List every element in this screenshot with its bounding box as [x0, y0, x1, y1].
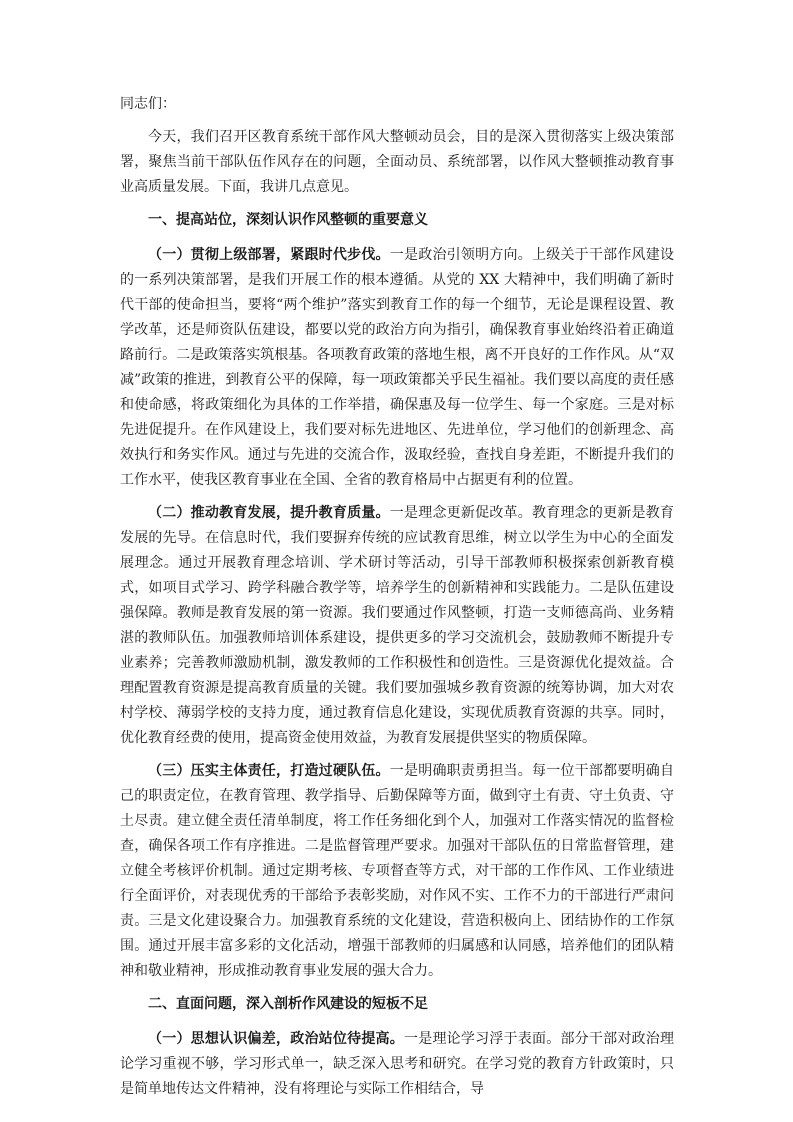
paragraph-1-2: [120, 501, 674, 751]
subheading-1-2: （二）推动教育发展，提升教育质量。: [148, 505, 390, 521]
subheading-2-1: （一）思想认识偏差，政治站位待提高。: [148, 1031, 404, 1047]
intro-paragraph: 今天，我们召开区教育系统干部作风大整顿动员会，目的是深入贯彻落实上级决策部署，聚焦当前干部队伍作风存在的问题，全面动员、系统部署，以作风大整顿推动教育事业高质量发展。下面，我讲几点意见。: [120, 129, 674, 195]
subheading-1-1: （一）贯彻上级部署，紧跟时代步伐。: [148, 247, 390, 263]
section-heading-2: 二、直面问题，深入剖析作风建设的短板不足: [148, 996, 428, 1012]
paragraph-body-1-2: 一是理念更新促改革。教育理念的更新是教育发展的先导。在信息时代，我们要摒弃传统的应试教育思维，树立以学生为中心的全面发展理念。通过开展教育理念培训、学术研讨等活动，引导干部教师积极探索创新教育模式，如项目式学习、跨学科融合教学等，培养学生的创新精神和实践能力。二是队伍建设强保障。教师是教育发展的第一资源。我们要通过作风整顿，打造一支师德高尚、业务精湛的教师队伍。加强教师培训体系建设，提供更多的学习交流机会，鼓励教师不断提升专业素养；完善教师激励机制，激发教师的工作积极性和创造性。三是资源优化提效益。合理配置教育资源是提高教育质量的关键。我们要加强城乡教育资源的统筹协调，加大对农村学校、薄弱学校的支持力度，通过教育信息化建设，实现优质教育资源的共享。同时，优化教育经费的使用，提高资金使用效益，为教育发展提供坚实的物质保障。: [120, 505, 675, 746]
subheading-1-3: （三）压实主体责任，打造过硬队伍。: [148, 763, 390, 779]
paragraph-body-1-3: 一是明确职责勇担当。每一位干部都要明确自己的职责定位，在教育管理、教学指导、后勤保障等方面，做到守土有责、守土负责、守土尽责。建立健全责任清单制度，将工作任务细化到个人，加强对工作落实情况的监督检查，确保各项工作有序推进。二是监督管理严要求。加强对干部队伍的日常监督管理，建立健全考核评价机制。通过定期考核、专项督查等方式，对干部的工作作风、工作业绩进行全面评价，对表现优秀的干部给予表彰奖励，对作风不实、工作不力的干部进行严肃问责。三是文化建设聚合力。加强教育系统的文化建设，营造积极向上、团结协作的工作氛围。通过开展丰富多彩的文化活动，增强干部教师的归属感和认同感，培养他们的团队精神和敬业精神，形成推动教育事业发展的强大合力。: [120, 763, 675, 979]
paragraph-2-1: [120, 1027, 674, 1102]
document-body: [120, 92, 674, 1110]
salutation: 同志们：: [120, 96, 176, 112]
paragraph-body-2-1: 一是理论学习浮于表面。部分干部对政治理论学习重视不够，学习形式单一，缺乏深入思考和研究。在学习党的教育方针政策时，只是简单地传达文件精神，没有将理论与实际工作相结合，导: [120, 1031, 674, 1097]
paragraph-1-1: [120, 243, 674, 493]
paragraph-1-3: [120, 759, 674, 984]
paragraph-body-1-1: 一是政治引领明方向。上级关于干部作风建设的一系列决策部署，是我们开展工作的根本遵循。从党的 XX 大精神中，我们明确了新时代干部的使命担当，要将“两个维护”落实到教育工作的每一个细节，无论是课程设置、教学改革，还是师资队伍建设，都要以党的政治方向为指引，确保教育事业始终沿着正确道路前行。二是政策落实筑根基。各项教育政策的落地生根，离不开良好的工作作风。从“双减”政策的推进，到教育公平的保障，每一项政策都关乎民生福祉。我们要以高度的责任感和使命感，将政策细化为具体的工作举措，确保惠及每一位学生、每一个家庭。三是对标先进促提升。在作风建设上，我们要对标先进地区、先进单位，学习他们的创新理念、高效执行和务实作风。通过与先进的交流合作，汲取经验，查找自身差距，不断提升我们的工作水平，使我区教育事业在全国、全省的教育格局中占据更有利的位置。: [120, 247, 675, 488]
section-heading-1: 一、提高站位，深刻认识作风整顿的重要意义: [148, 212, 428, 228]
